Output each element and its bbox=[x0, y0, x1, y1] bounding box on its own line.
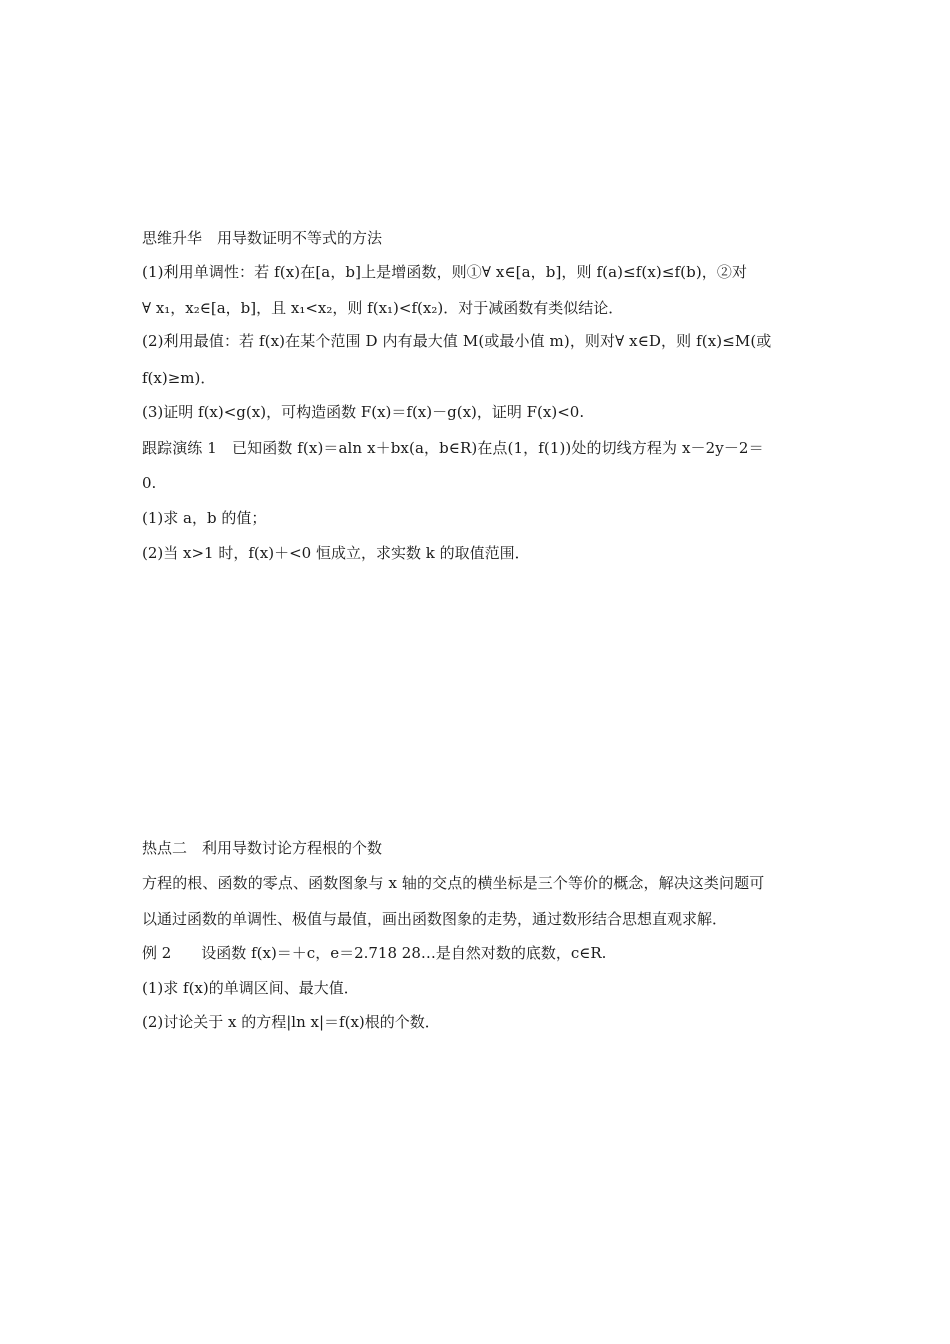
section1-item2-line2: f(x)≥m)． bbox=[142, 369, 216, 387]
exercise1-question1: (1)求 a，b 的值； bbox=[142, 509, 267, 527]
section2-heading: 热点二 利用导数讨论方程根的个数 bbox=[142, 839, 383, 857]
section1-heading: 思维升华 用导数证明不等式的方法 bbox=[142, 229, 383, 247]
example2-question2: (2)讨论关于 x 的方程|ln x|＝f(x)根的个数． bbox=[142, 1013, 440, 1031]
section1-item1-line2: ∀ x₁，x₂∈[a，b]，且 x₁<x₂，则 f(x₁)<f(x₂)．对于减函数有类似结论． bbox=[142, 299, 624, 317]
section1-item2-line1: (2)利用最值：若 f(x)在某个范围 D 内有最大值 M(或最小值 m)，则对∀ x∈D，则 f(x)≤M(或 bbox=[142, 332, 772, 350]
exercise1-line1: 跟踪演练 1 已知函数 f(x)＝aln x＋bx(a，b∈R)在点(1，f(1))处的切线方程为 x－2y－2＝ bbox=[142, 439, 764, 457]
section2-paragraph-line1: 方程的根、函数的零点、函数图象与 x 轴的交点的横坐标是三个等价的概念，解决这类问题可 bbox=[142, 874, 765, 892]
section1-item3: (3)证明 f(x)<g(x)，可构造函数 F(x)＝f(x)－g(x)，证明 F(x)<0. bbox=[142, 403, 585, 421]
exercise1-line2: 0. bbox=[142, 474, 157, 492]
section2-paragraph-line2: 以通过函数的单调性、极值与最值，画出函数图象的走势，通过数形结合思想直观求解． bbox=[142, 910, 728, 928]
section1-item1-line1: (1)利用单调性：若 f(x)在[a，b]上是增函数，则①∀ x∈[a，b]，则 f(a)≤f(x)≤f(b)，②对 bbox=[142, 263, 748, 281]
exercise1-question2: (2)当 x>1 时，f(x)＋<0 恒成立，求实数 k 的取值范围． bbox=[142, 544, 530, 562]
example2-question1: (1)求 f(x)的单调区间、最大值． bbox=[142, 979, 359, 997]
example2-line1: 例 2 设函数 f(x)＝＋c，e＝2.718 28…是自然对数的底数，c∈R. bbox=[142, 944, 607, 962]
